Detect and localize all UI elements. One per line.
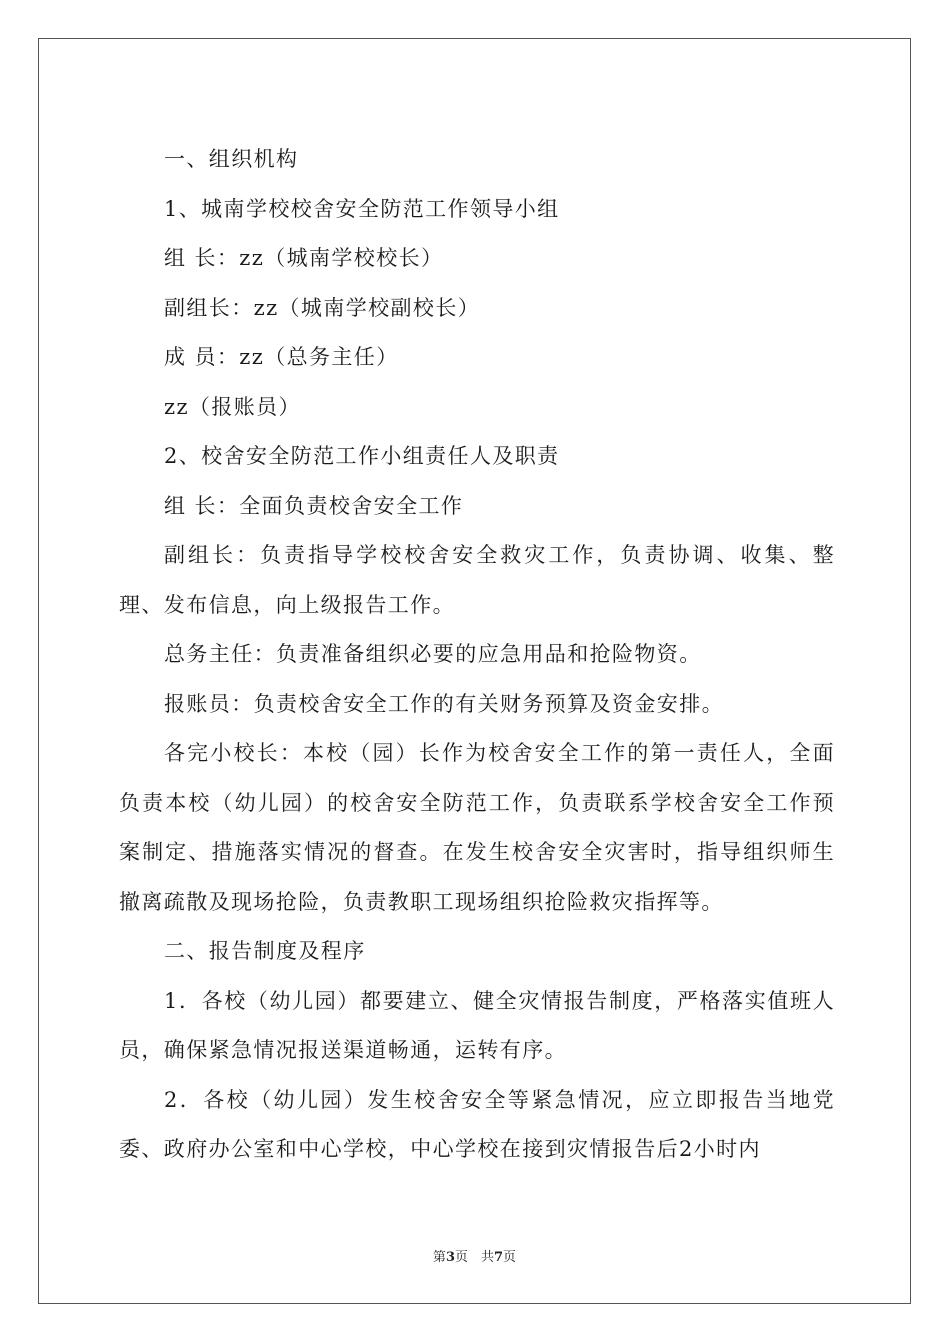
footer-mid: 页 共	[454, 1250, 494, 1265]
document-body	[119, 135, 835, 1175]
footer-prefix: 第	[432, 1250, 446, 1265]
member-group-leader: 组 长：zz（城南学校校长）	[164, 246, 444, 270]
reporting-item-1: 1．各校（幼儿园）都要建立、健全灾情报告制度，严格落实值班人员，确保紧急情况报送渠道畅通，运转有序。	[119, 988, 835, 1062]
section-heading-reporting: 二、报告制度及程序	[164, 939, 366, 963]
duty-accountant: 报账员：负责校舍安全工作的有关财务预算及资金安排。	[164, 691, 724, 716]
subsection-heading-leadership-group: 1、城南学校校舍安全防范工作领导小组	[164, 196, 560, 221]
duty-general-affairs: 总务主任：负责准备组织必要的应急用品和抢险物资。	[164, 642, 702, 666]
page-footer	[39, 1246, 910, 1265]
footer-suffix: 页	[503, 1250, 517, 1265]
reporting-item-2: 2．各校（幼儿园）发生校舍安全等紧急情况，应立即报告当地党委、政府办公室和中心学校，中心学校在接到灾情报告后2小时内	[119, 1087, 835, 1161]
subsection-heading-responsibilities: 2、校舍安全防范工作小组责任人及职责	[164, 444, 560, 468]
member-accountant: zz（报账员）	[164, 394, 301, 419]
duty-group-leader: 组 长：全面负责校舍安全工作	[164, 493, 464, 518]
section-heading-organization: 一、组织机构	[164, 147, 299, 171]
duty-deputy-leader: 副组长：负责指导学校校舍安全救灾工作，负责协调、收集、整理、发布信息，向上级报告工作。	[119, 543, 835, 617]
duty-school-principals: 各完小校长：本校（园）长作为校舍安全工作的第一责任人，全面负责本校（幼儿园）的校舍安全防范工作，负责联系学校舍安全工作预案制定、措施落实情况的督查。在发生校舍安全灾害时，指导组织师生撤离疏散及现场抢险，负责教职工现场组织抢险救灾指挥等。	[119, 741, 835, 914]
footer-page-number: 3	[445, 1250, 455, 1265]
member-deputy-leader: 副组长：zz（城南学校副校长）	[164, 295, 481, 320]
member-staff: 成 员：zz（总务主任）	[164, 345, 399, 369]
footer-total-pages: 7	[494, 1250, 504, 1265]
page-frame	[38, 38, 911, 1304]
